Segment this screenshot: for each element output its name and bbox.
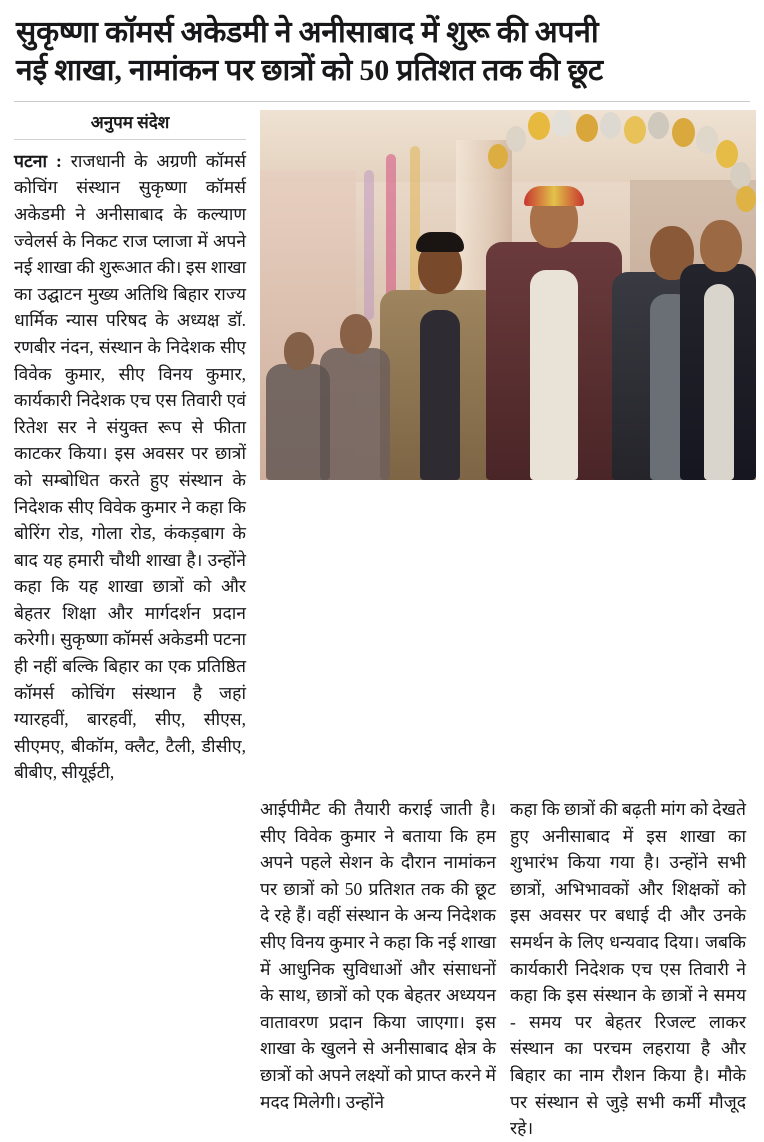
column-2 — [260, 796, 496, 1142]
column-1-spacer — [14, 796, 246, 1142]
person-guest-right-2 — [680, 214, 756, 480]
person-background — [320, 310, 390, 480]
person-chief-guest — [486, 188, 622, 480]
person-guest-left — [380, 240, 500, 480]
column-1 — [14, 110, 246, 786]
article-body — [14, 110, 750, 786]
balloon — [552, 110, 573, 137]
ribbon-cutting-ceremony-photo — [260, 110, 756, 480]
balloon — [730, 162, 751, 189]
person-background — [266, 330, 330, 480]
column-3 — [510, 796, 746, 1142]
balloon — [576, 114, 598, 142]
lower-columns — [14, 796, 750, 1142]
balloon — [506, 126, 526, 152]
balloon — [672, 118, 695, 147]
column-3-text: कहा कि छात्रों की बढ़ती मांग को देखते हुए अनीसाबाद में इस शाखा का शुभारंभ किया गया है। उन्होंने सभी छात्रों, अभिभावकों और शिक्षकों को इस अवसर पर बधाई दी और उनके समर्थन के लिए धन्यवाद दिया। जबकि कार्यकारी निदेशक एच एस तिवारी ने कहा कि इस संस्थान के छात्रों ने समय - समय पर बेहतर रिजल्ट लाकर संस्थान का परचम लहराया है और बिहार का नाम रौशन किया है। मौके पर संस्थान से जुड़े सभी कर्मी मौजूद रहे। — [510, 799, 746, 1139]
headline-line-1: सुकृष्णा कॉमर्स अकेडमी ने अनीसाबाद में शुरू की अपनी — [16, 16, 599, 49]
balloon — [528, 112, 550, 140]
balloon — [488, 144, 508, 169]
balloon — [736, 186, 756, 212]
photo-column — [260, 110, 756, 480]
streamer — [364, 170, 374, 320]
balloon — [624, 116, 646, 144]
column-1-paragraph: राजधानी के अग्रणी कॉमर्स कोचिंग संस्थान सुकृष्णा कॉमर्स अकेडमी ने अनीसाबाद के कल्याण ज्वेलर्स के निकट राज प्लाजा में अपने नई शाखा की शुरूआत की। इस शाखा का उद्घाटन मुख्य अतिथि बिहार राज्य धार्मिक न्यास परिषद के अध्यक्ष डॉ. रणबीर नंदन, संस्थान के निदेशक सीए विवेक कुमार, सीए विनय कुमार, कार्यकारी निदेशक एच एस तिवारी एवं रितेश सर ने संयुक्त रूप से फीता काटकर किया। इस अवसर पर छात्रों को सम्बोधित करते हुए संस्थान के निदेशक सीए विवेक कुमार ने कहा कि बोरिंग रोड, गोला रोड, कंकड़बाग के बाद यह हमारी चौथी शाखा है। उन्होंने कहा कि यह शाखा छात्रों को और बेहतर शिक्षा और मार्गदर्शन प्रदान करेगी। सुकृष्णा कॉमर्स अकेडमी पटना ही नहीं बल्कि बिहार का एक प्रतिष्ठित कॉमर्स कोचिंग संस्थान है जहां ग्यारहवीं, बारहवीं, सीए, सीएस, सीएमए, बीकॉम, क्लैट, टैली, डीसीए, बीबीए, सीयूईटी, — [14, 150, 246, 783]
headline-divider — [14, 101, 750, 102]
column-2-text: आईपीमैट की तैयारी कराई जाती है। सीए विवेक कुमार ने बताया कि हम अपने पहले सेशन के दौरान नामांकन पर छात्रों को 50 प्रतिशत तक की छूट दे रहे हैं। वहीं संस्थान के अन्य निदेशक सीए विनय कुमार ने कहा कि नई शाखा में आधुनिक सुविधाओं और संसाधनों के साथ, छात्रों को एक बेहतर अध्ययन वातावरण प्रदान किया जाएगा। इस शाखा के खुलने से अनीसाबाद क्षेत्र के छात्रों को अपने लक्ष्यों को प्राप्त करने में मदद मिलेगी। उन्होंने — [260, 799, 496, 1112]
balloon — [600, 112, 621, 139]
dateline: पटना : — [14, 150, 62, 171]
headline-line-2: नई शाखा, नामांकन पर छात्रों को 50 प्रतिशत तक की छूट — [16, 54, 603, 88]
balloon — [648, 112, 669, 139]
balloon — [696, 126, 718, 154]
page-title — [16, 14, 748, 91]
column-1-text — [14, 148, 246, 786]
byline: अनुपम संदेश — [14, 110, 246, 140]
